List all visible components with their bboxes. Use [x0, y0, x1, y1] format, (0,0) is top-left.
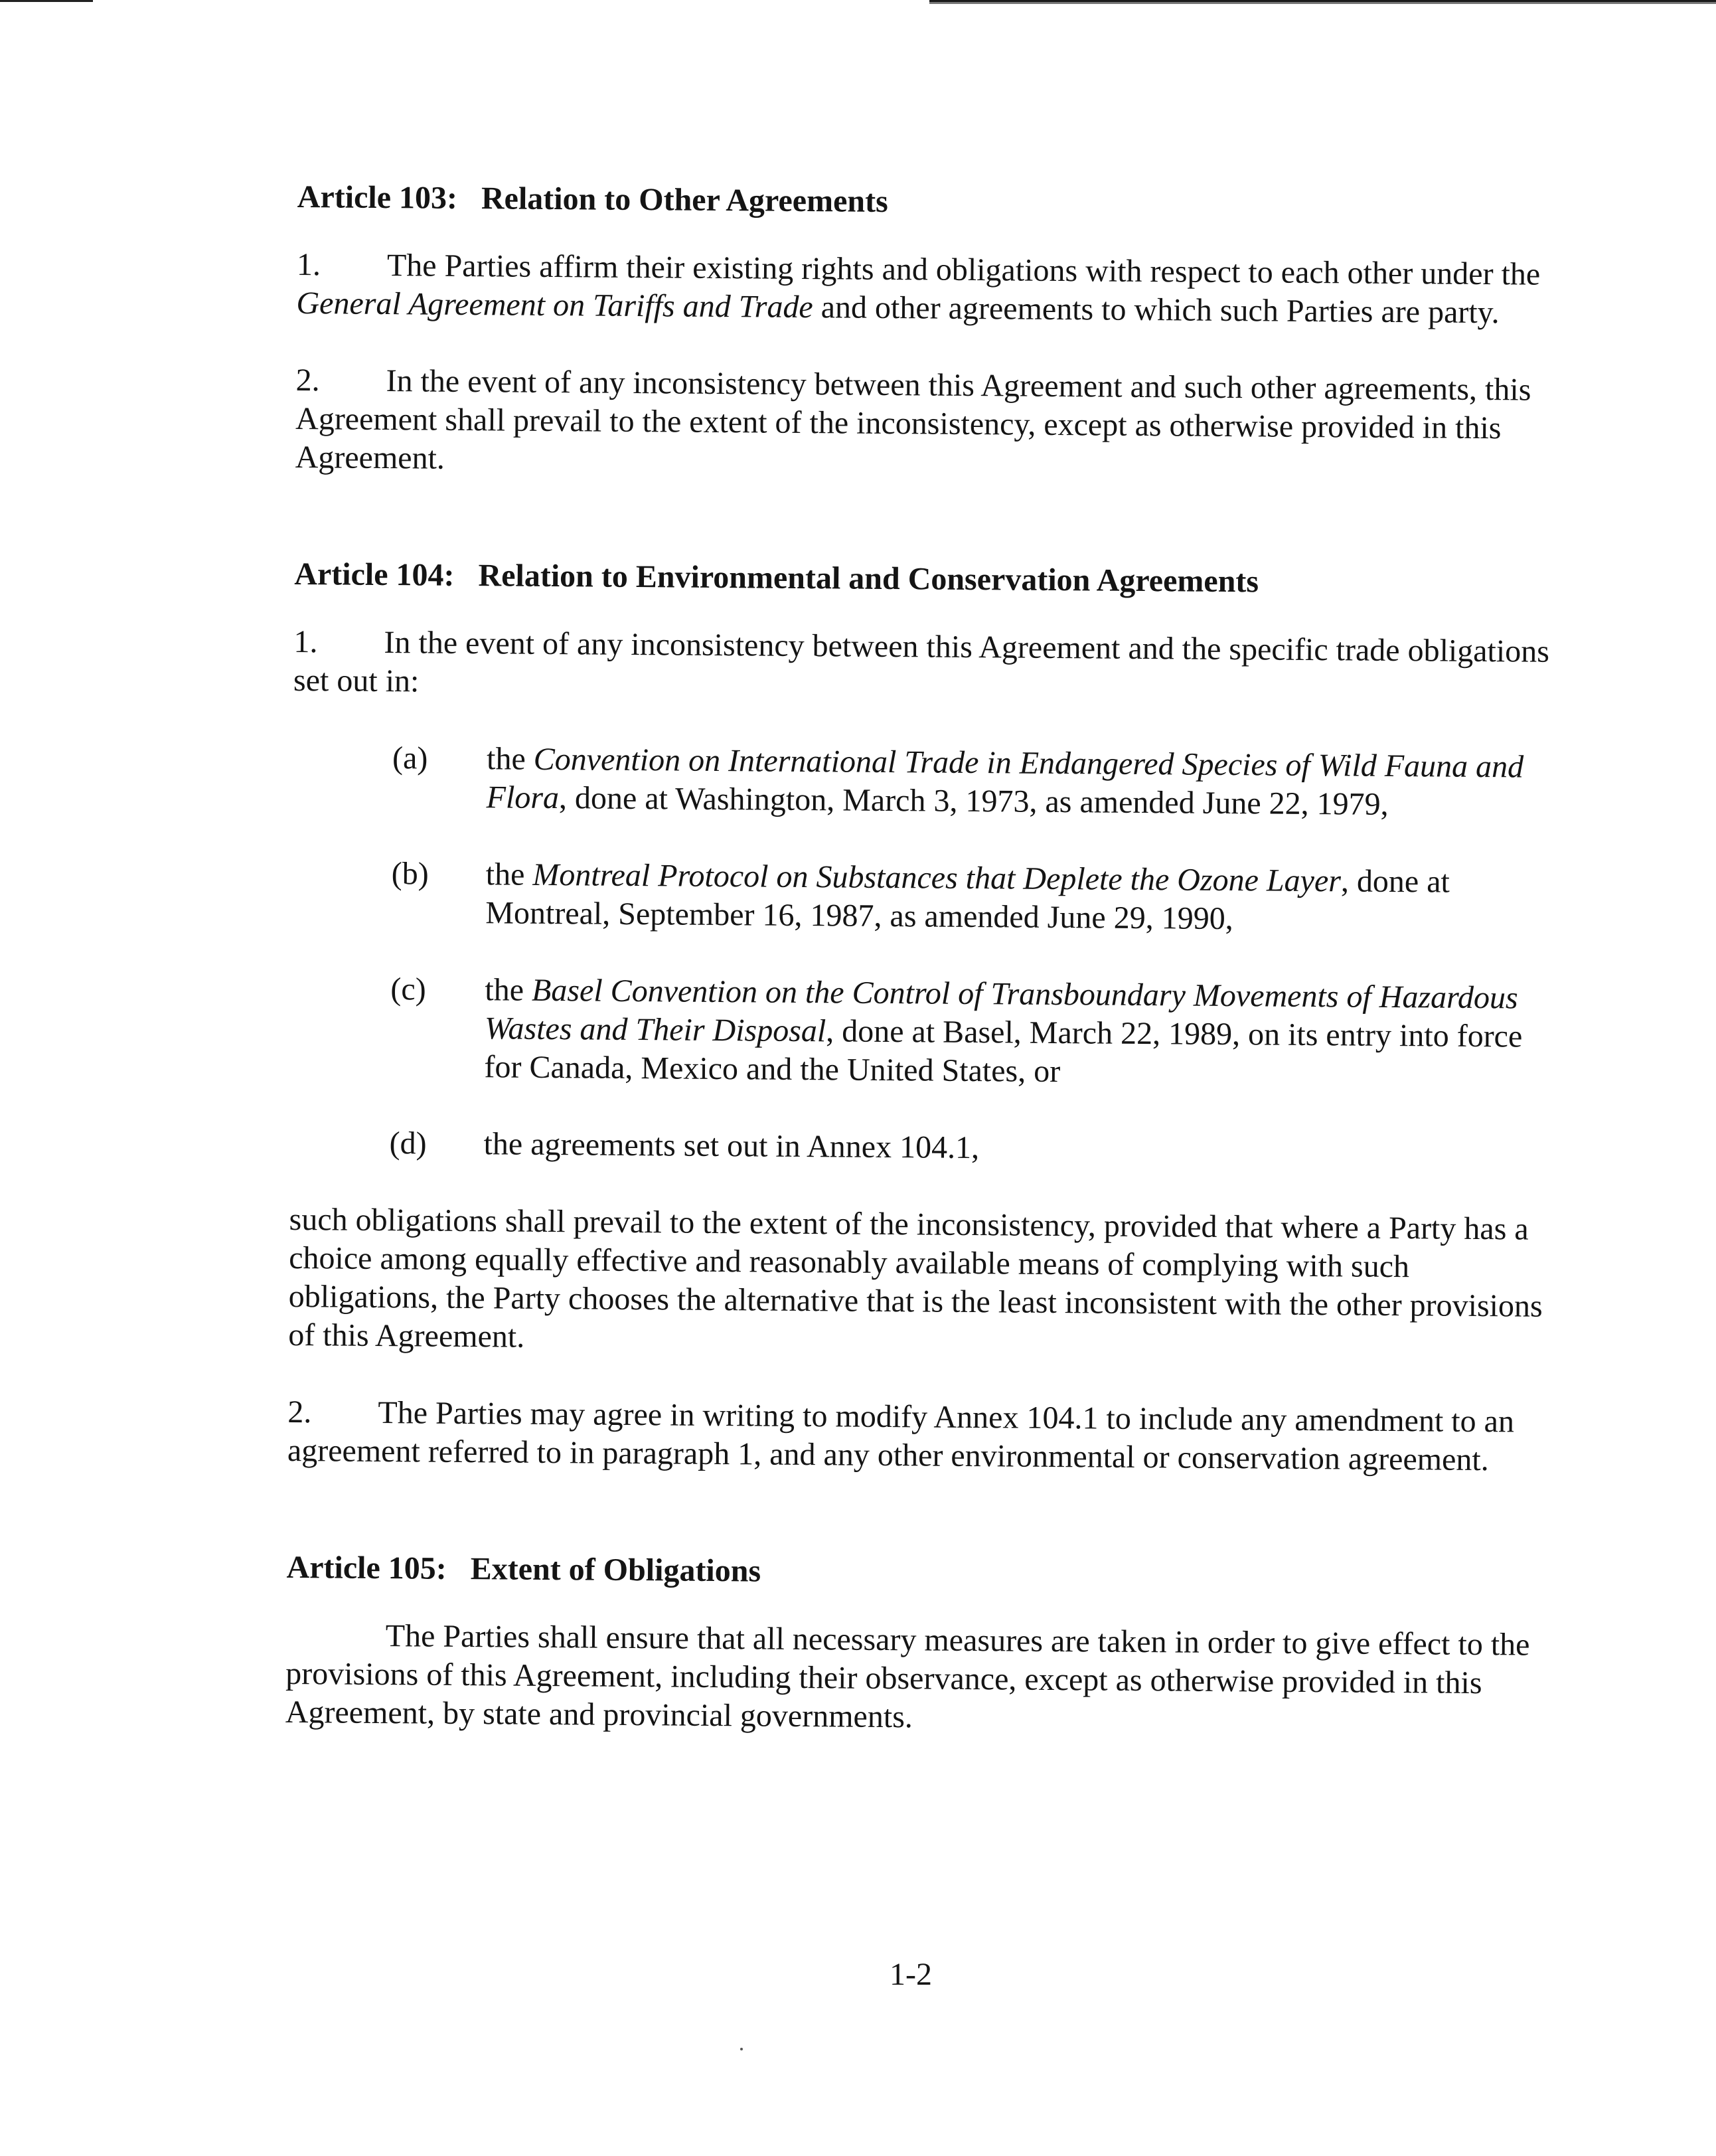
paragraph-text: and other agreements to which such Parties are party. [813, 290, 1500, 331]
list-item-text: , done at Basel, March 22, 1989, on its entry into force for Canada, Mexico and the United States, or [484, 1013, 1523, 1090]
list-item-italic-title: Montreal Protocol on Substances that Deplete the Ozone Layer [532, 857, 1342, 899]
article-105-label: Article 105: [286, 1549, 447, 1586]
article-104-title: Relation to Environmental and Conservation Agreements [478, 558, 1259, 600]
paragraph-text: In the event of any inconsistency between this Agreement and the specific trade obligations set out in: [293, 625, 1550, 699]
paragraph-text: In the event of any inconsistency between this Agreement and such other agreements, this Agreement shall prevail to the extent of the inconsistency, except as otherwise provided in this Agreement. [295, 363, 1531, 476]
article-103-label: Article 103: [297, 179, 458, 216]
list-item-text: the agreements set out in Annex 104.1, [483, 1126, 980, 1166]
paragraph-italic-title: General Agreement on Tariffs and Trade [296, 285, 813, 325]
list-item-italic-title: Convention on International Trade in Endangered Species of Wild Fauna and Flora [486, 741, 1524, 816]
list-item-b [291, 854, 1553, 941]
article-104-paragraph-1-continuation: such obligations shall prevail to the extent of the inconsistency, provided that where a Party has a choice among equally effective and reasonably available means of complying with such obligations, the Party chooses the alternative that is the least inconsistent with the other provisions of this Agreement. [288, 1201, 1543, 1355]
article-103-paragraph-1 [296, 246, 1558, 333]
list-item-italic-title: Basel Convention on the Control of Transboundary Movements of Hazardous Wastes and Their Disposal [484, 972, 1518, 1049]
article-103-paragraph-2 [295, 361, 1557, 487]
article-104-label: Article 104: [294, 556, 455, 593]
list-item-label: (c) [390, 971, 426, 1007]
scan-border-left [0, 0, 93, 2]
paragraph-number: 1. [296, 246, 321, 283]
article-105-title: Extent of Obligations [470, 1551, 761, 1589]
paragraph-number: 2. [295, 362, 320, 398]
list-item-a [292, 738, 1554, 825]
scan-border-right [929, 0, 1716, 4]
list-item-text: , done at Washington, March 3, 1973, as amended June 22, 1979, [558, 780, 1389, 822]
article-104-paragraph-1 [293, 623, 1555, 710]
list-item-text: the [485, 972, 532, 1008]
paragraph-number: 2. [287, 1394, 312, 1430]
paragraph-number: 1. [293, 623, 318, 660]
list-item-c [290, 969, 1552, 1095]
list-item-text: the [486, 741, 534, 777]
article-104-paragraph-2 [287, 1393, 1549, 1480]
list-item-label: (d) [389, 1125, 427, 1161]
document-body [285, 178, 1559, 1742]
article-105-paragraph: The Parties shall ensure that all necessary measures are taken in order to give effect to the provisions of this Agreement, including their observance, except as otherwise provided in this Agreement, by state and provincial governments. [285, 1618, 1530, 1735]
list-item-text: the [485, 857, 533, 892]
list-item-label: (a) [392, 740, 428, 776]
article-103-title: Relation to Other Agreements [481, 181, 888, 219]
list-item-label: (b) [391, 856, 429, 892]
page-number: 1-2 [890, 1957, 932, 1992]
scan-speck [740, 2048, 743, 2050]
list-item-text: , done at Montreal, September 16, 1987, as amended June 29, 1990, [485, 863, 1450, 937]
paragraph-text: The Parties affirm their existing rights and obligations with respect to each other under the [386, 248, 1541, 292]
paragraph-text: The Parties may agree in writing to modify Annex 104.1 to include any amendment to an agreement referred to in paragraph 1, and any other environmental or conservation agreement. [287, 1395, 1515, 1478]
